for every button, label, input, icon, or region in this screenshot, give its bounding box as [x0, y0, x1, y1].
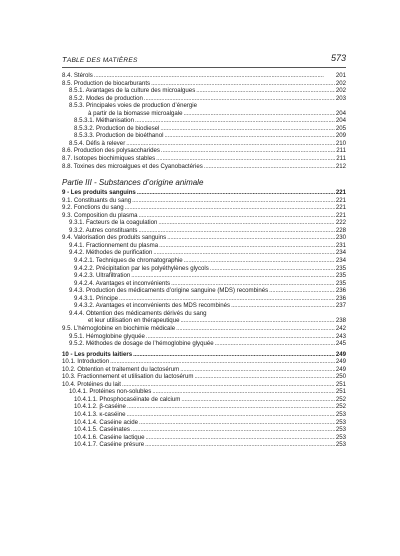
toc-entry-page: 253	[335, 441, 346, 449]
dot-leader	[210, 265, 335, 273]
toc-entry	[62, 333, 346, 341]
toc-entry	[62, 396, 346, 404]
toc-entry-title: 10 - Les produits laitiers	[62, 350, 133, 358]
toc-entry-page: 222	[335, 219, 346, 227]
toc-entry-page: 221	[335, 204, 346, 212]
dot-leader	[156, 155, 335, 163]
toc-entry	[62, 310, 346, 318]
toc-entry-title: 9.4.3.1. Principe	[74, 294, 119, 302]
dot-leader	[122, 381, 335, 389]
toc-entry-title: 9 - Les produits sanguins	[62, 189, 136, 197]
dot-leader	[145, 441, 335, 449]
toc-entry-title: 10.4.1.3. κ-caséine	[74, 410, 126, 418]
running-header	[62, 55, 346, 68]
toc-entry-page: 210	[335, 139, 346, 147]
dot-leader	[153, 249, 334, 257]
toc-entry	[62, 197, 346, 205]
dot-leader	[132, 197, 335, 205]
toc-entry	[62, 242, 346, 250]
toc-entry	[62, 358, 346, 366]
toc-entry-title: 8.6. Production des polysaccharides	[62, 147, 160, 155]
dot-leader	[167, 234, 335, 242]
toc-entry	[62, 295, 346, 303]
toc-entry-title: 8.5. Production de biocarburants	[62, 79, 151, 87]
toc-entry-title: 9.4.2.2. Précipitation par les polyéthylènes glycols	[74, 264, 209, 272]
toc-entry	[62, 388, 346, 396]
toc-entry-page: 253	[335, 433, 346, 441]
toc-entry	[62, 189, 346, 197]
dot-leader	[131, 426, 335, 434]
toc-entry-title: 9.3. Composition du plasma	[62, 211, 138, 219]
toc-entry-page: 253	[335, 418, 346, 426]
dot-leader	[137, 189, 335, 197]
toc-entry-title: 9.1. Constituants du sang	[62, 196, 132, 204]
toc-entry	[62, 212, 346, 220]
toc-entry	[62, 280, 346, 288]
toc-entry	[62, 419, 346, 427]
dot-leader	[119, 295, 335, 303]
dot-leader	[110, 358, 335, 366]
toc-entry	[62, 117, 346, 125]
toc-entry-title: 9.4.1. Fractionnement du plasma	[69, 241, 159, 249]
toc-entry-title: 8.5.2. Modes de production	[69, 94, 143, 102]
toc-entry	[62, 434, 346, 442]
dot-leader	[152, 388, 335, 396]
toc-entry	[62, 302, 346, 310]
toc-entry-page: 234	[335, 257, 346, 265]
toc-entry-page: 221	[335, 211, 346, 219]
toc-entry-page: 212	[335, 162, 346, 170]
toc-entry	[62, 147, 346, 155]
dot-leader	[160, 125, 334, 133]
toc-entry	[62, 163, 346, 171]
dot-leader	[184, 257, 335, 265]
dot-leader	[133, 351, 335, 359]
dot-leader	[184, 110, 335, 118]
toc-entry-title: 10.4.1.5. Caséinates	[74, 426, 130, 434]
toc-entry-title: à partir de la biomasse microalgale	[88, 109, 183, 117]
dot-leader	[194, 373, 334, 381]
dot-leader	[125, 204, 335, 212]
dot-leader	[180, 317, 334, 325]
toc-entry-page: 236	[335, 294, 346, 302]
toc-entry	[62, 227, 346, 235]
dot-leader	[215, 340, 335, 348]
toc-entry-page: 249	[335, 365, 346, 373]
dot-leader	[139, 419, 335, 427]
toc-entry-title: 9.4.3.2. Avantages et inconvénients des MDS recombinés	[74, 302, 231, 310]
toc-entry	[62, 87, 346, 95]
toc-entry	[62, 381, 346, 389]
running-title: TABLE DES MATIÈRES	[62, 55, 138, 64]
toc-entry	[62, 155, 346, 163]
toc-entry-title: 9.2. Fonctions du sang	[62, 204, 124, 212]
toc-entry-title: 8.7. Isotopes biochimiques stables	[62, 155, 156, 163]
toc-entry-page: 253	[335, 410, 346, 418]
dot-leader	[135, 117, 335, 125]
dot-leader	[151, 80, 335, 88]
dot-leader	[126, 140, 335, 148]
toc-entry	[62, 72, 346, 80]
toc-entry-title: 9.4.4. Obtention des médicaments dérivés du sang	[69, 309, 207, 317]
dot-leader	[144, 95, 335, 103]
toc-entry-page: 252	[335, 395, 346, 403]
dot-leader	[158, 219, 334, 227]
dot-leader	[131, 272, 335, 280]
toc-entry-title: 10.2. Obtention et traitement du lactosérum	[62, 365, 180, 373]
toc-entry-title: 10.1. Introduction	[62, 358, 110, 366]
toc-entry	[62, 132, 346, 140]
toc-entry-page: 211	[336, 155, 346, 163]
toc-entry	[62, 265, 346, 273]
toc-section-part3	[62, 189, 346, 449]
dot-leader	[127, 403, 335, 411]
toc-entry-title: 9.3.2. Autres constituants	[69, 226, 138, 234]
toc-entry-page: 251	[335, 388, 346, 396]
toc-entry-page: 237	[335, 302, 346, 310]
toc-entry	[62, 287, 346, 295]
toc-entry-page: 202	[335, 79, 346, 87]
dot-leader	[146, 333, 335, 341]
toc-entry-title: 10.4.1. Protéines non-solubles	[69, 388, 152, 396]
toc-entry-page: 204	[335, 109, 346, 117]
toc-entry	[62, 411, 346, 419]
toc-entry-page: 205	[335, 124, 346, 132]
toc-entry-title: 9.5. L’hémoglobine en biochimie médicale	[62, 324, 176, 332]
toc-entry-page: 211	[336, 147, 346, 155]
toc-entry-title: 10.3. Fractionnement et utilisation du lactosérum	[62, 373, 194, 381]
toc-entry	[62, 441, 346, 449]
toc-entry-page: 235	[335, 279, 346, 287]
toc-entry	[62, 325, 346, 333]
toc-entry-page: 242	[335, 324, 346, 332]
dot-leader	[231, 302, 335, 310]
toc-entry-title: 10.4.1.2. β-caséine	[74, 403, 126, 411]
toc-entry-page: 245	[335, 340, 346, 348]
toc-entry-page: 253	[335, 426, 346, 434]
toc-entry	[62, 234, 346, 242]
toc-entry	[62, 366, 346, 374]
dot-leader	[269, 287, 335, 295]
table-of-contents	[62, 72, 346, 449]
toc-entry	[62, 204, 346, 212]
toc-entry-title: 8.5.4. Défis à relever	[69, 139, 126, 147]
toc-entry-title: 8.4. Stérols	[62, 72, 93, 79]
toc-entry-page: 235	[335, 272, 346, 280]
toc-section-top	[62, 72, 346, 170]
toc-entry-title: 8.5.1. Avantages de la culture des microalgues	[69, 87, 196, 95]
toc-entry	[62, 317, 346, 325]
toc-entry-title: 10.4.1.7. Caséine présure	[74, 441, 145, 449]
toc-entry-page: 203	[335, 94, 346, 102]
toc-entry-page: 201	[335, 72, 346, 79]
dot-leader	[138, 227, 334, 235]
toc-entry	[62, 340, 346, 348]
dot-leader	[204, 163, 335, 171]
toc-entry-title: 9.3.1. Facteurs de la coagulation	[69, 219, 158, 227]
toc-entry-page: 231	[335, 241, 346, 249]
toc-entry	[62, 110, 346, 118]
part-heading: Partie III - Substances d’origine animale	[62, 178, 204, 188]
dot-leader	[180, 366, 335, 374]
dot-leader	[127, 411, 335, 419]
toc-entry-page: 230	[335, 234, 346, 242]
page-number: 573	[330, 53, 346, 63]
toc-entry-title: 9.4.2.4. Avantages et inconvénients	[74, 279, 171, 287]
toc-entry	[62, 249, 346, 257]
toc-entry-title: 9.4. Valorisation des produits sanguins	[62, 234, 167, 242]
toc-entry	[62, 102, 346, 110]
toc-entry-page: 250	[335, 373, 346, 381]
dot-leader	[159, 242, 335, 250]
toc-entry-page: 234	[335, 249, 346, 257]
dot-leader	[176, 325, 335, 333]
toc-entry-title: 9.5.1. Hémoglobine glyquée	[69, 332, 145, 340]
toc-entry-page: 221	[335, 189, 346, 197]
toc-entry	[62, 272, 346, 280]
dot-leader	[145, 434, 334, 442]
toc-entry-title: et leur utilisation en thérapeutique	[88, 317, 180, 325]
toc-entry-title: 9.4.2.3. Ultrafiltration	[74, 272, 131, 280]
toc-entry	[62, 80, 346, 88]
toc-entry-page: 251	[335, 380, 346, 388]
dot-leader	[94, 72, 335, 80]
toc-entry	[62, 351, 346, 359]
dot-leader	[139, 212, 335, 220]
toc-entry-title: 9.4.2.1. Techniques de chromatographie	[74, 257, 183, 265]
toc-entry	[62, 257, 346, 265]
toc-entry-page: 238	[335, 317, 346, 325]
toc-entry-title: 10.4.1.4. Caséine acide	[74, 418, 139, 426]
toc-entry-title: 8.5.3. Principales voies de production d’énergie	[69, 102, 198, 110]
toc-entry-page: 236	[335, 287, 346, 295]
toc-entry	[62, 125, 346, 133]
toc-entry-title: 8.5.3.1. Méthanisation	[74, 117, 134, 125]
dot-leader	[196, 87, 335, 95]
toc-entry	[62, 95, 346, 103]
toc-entry-page: 243	[335, 332, 346, 340]
toc-entry	[62, 219, 346, 227]
toc-entry-page: 209	[335, 132, 346, 140]
toc-entry	[62, 426, 346, 434]
toc-entry-title: 9.4.3. Production des médicaments d’origine sanguine (MDS) recombinés	[69, 287, 269, 295]
toc-entry-page: 228	[335, 226, 346, 234]
dot-leader	[161, 147, 335, 155]
dot-leader	[171, 280, 335, 288]
toc-entry-page: 221	[335, 196, 346, 204]
toc-entry-title: 9.5.2. Méthodes de dosage de l’hémoglobine glyquée	[69, 340, 214, 348]
toc-entry-page: 204	[335, 117, 346, 125]
dot-leader	[181, 396, 334, 404]
toc-entry-page: 235	[335, 264, 346, 272]
dot-leader	[164, 132, 334, 140]
toc-entry-title: 10.4.1.1. Phosphocaséinate de calcium	[74, 395, 181, 403]
toc-entry	[62, 403, 346, 411]
toc-entry-title: 10.4. Protéines du lait	[62, 380, 121, 388]
toc-entry-page: 202	[335, 87, 346, 95]
toc-entry-page: 252	[335, 403, 346, 411]
toc-entry	[62, 140, 346, 148]
toc-entry-page: 249	[335, 358, 346, 366]
toc-entry	[62, 373, 346, 381]
toc-entry-title: 8.5.3.2. Production de biodiesel	[74, 124, 160, 132]
toc-entry-page: 249	[335, 350, 346, 358]
toc-entry-title: 9.4.2. Méthodes de purification	[69, 249, 153, 257]
toc-entry-title: 8.5.3.3. Production de bioéthanol	[74, 132, 164, 140]
toc-entry-title: 8.8. Toxines des microalgues et des Cyanobactéries	[62, 162, 203, 170]
toc-entry-title: 10.4.1.6. Caséine lactique	[74, 433, 145, 441]
